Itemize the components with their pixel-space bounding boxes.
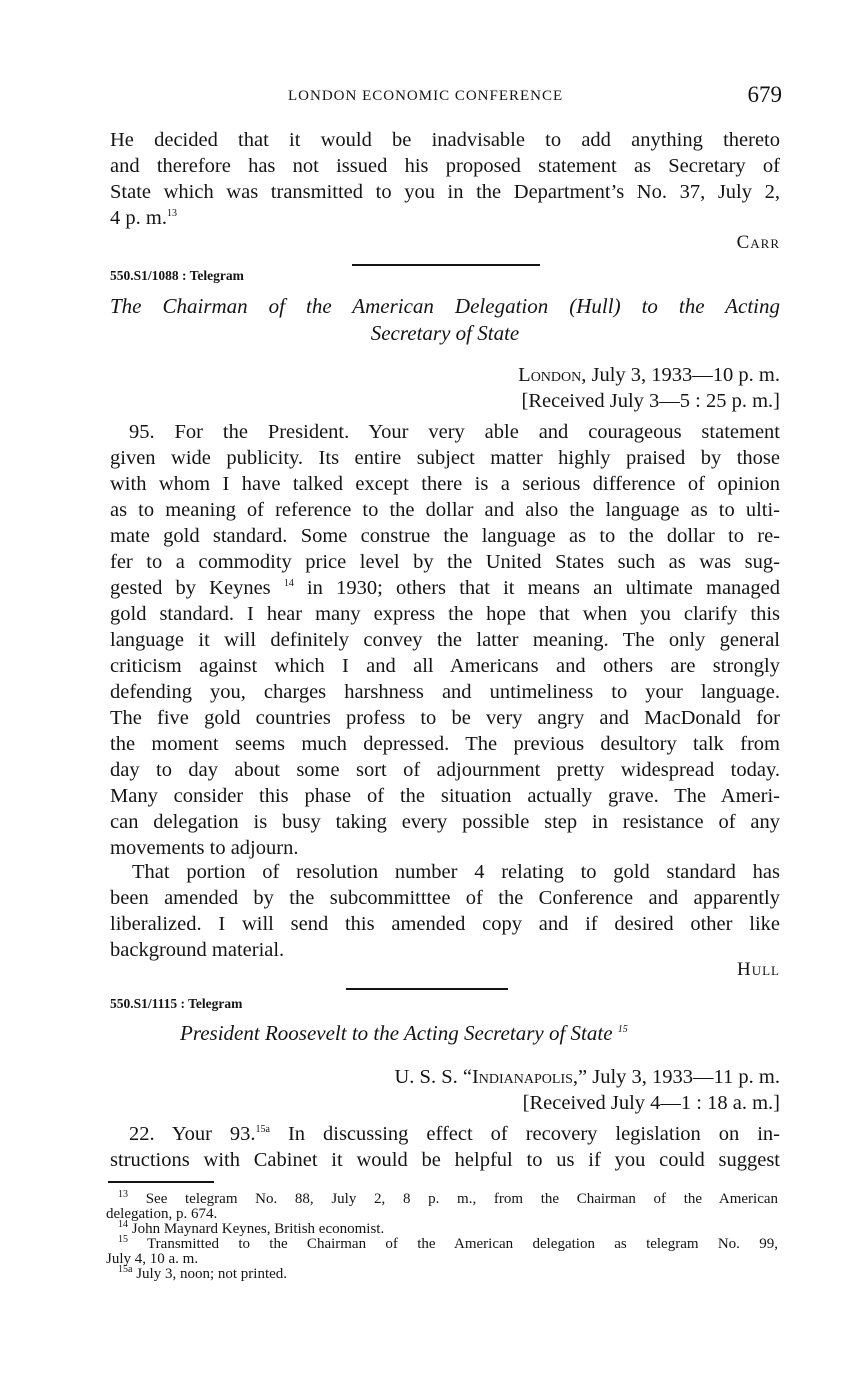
text-line: That portion of resolution number 4 relating to gold standard has (132, 861, 780, 883)
footnote-line: delegation, p. 674. (106, 1206, 218, 1222)
text-line: criticism against which I and all Americans and others are strongly (110, 655, 780, 677)
received-line: [Received July 3—5 : 25 p. m.] (521, 390, 780, 412)
telegram-paragraph-1 (110, 419, 780, 861)
footnote-ref: 13 (166, 208, 177, 220)
text-fragment: 4 p. m. (110, 207, 167, 229)
text-line: as to meaning of reference to the dollar and also the language as to ulti- (110, 499, 780, 521)
footnote-divider (108, 1181, 214, 1183)
running-header (110, 84, 782, 114)
dateline (395, 1064, 781, 1116)
place-name: London (518, 364, 582, 386)
text-line: liberalized. I will send this amended copy and if desired other like (110, 913, 780, 935)
text-line: gold standard. I hear many express the hope that when you clarify this (110, 603, 780, 625)
text-line: and therefore has not issued his proposed statement as Secretary of (110, 155, 780, 177)
text-line (110, 575, 780, 601)
header-title: LONDON ECONOMIC CONFERENCE (288, 88, 564, 104)
date-text: , July 3, 1933—10 p. m. (581, 364, 780, 386)
text-line: structions with Cabinet it would be helpful to us if you could suggest (110, 1149, 780, 1171)
text-line: State which was transmitted to you in the Department’s No. 37, July 2, (110, 181, 780, 203)
text-line: He decided that it would be inadvisable to add anything thereto (110, 129, 780, 151)
text-fragment: In discussing effect of recovery legislation on in- (287, 1123, 780, 1145)
text-line: defending you, charges harshness and untimeliness to your language. (110, 681, 780, 703)
place-prefix: U. S. S. “ (394, 1066, 472, 1088)
text-line (110, 1121, 780, 1147)
footnote-text: John Maynard Keynes, British economist. (131, 1221, 385, 1237)
signature-carr: Carr (736, 232, 780, 253)
document-title (180, 1020, 780, 1047)
page-number: 679 (747, 82, 782, 107)
title-line: Secretary of State (370, 321, 520, 345)
footnote-line (106, 1264, 778, 1282)
footnote-mark: 15a (118, 1264, 133, 1275)
section-divider (352, 264, 540, 266)
place-name: Indianapolis (471, 1066, 573, 1088)
text-line (110, 205, 780, 231)
footnote-ref: 15a (255, 1124, 270, 1136)
text-line: The five gold countries profess to be very angry and MacDonald for (110, 707, 780, 729)
footnote-line (106, 1234, 778, 1252)
text-line: fer to a commodity price level by the United States such as was sug- (110, 551, 780, 573)
document-title (110, 293, 780, 347)
text-line: mate gold standard. Some construe the language as to the dollar to re- (110, 525, 780, 547)
file-reference: 550.S1/1088 : Telegram (110, 268, 244, 283)
intro-paragraph (110, 127, 780, 231)
footnote-mark: 15 (118, 1234, 128, 1245)
text-line: 95. For the President. Your very able and courageous statement (129, 421, 780, 443)
text-line: Many consider this phase of the situation actually grave. The Ameri- (110, 785, 780, 807)
signature-hull: Hull (737, 959, 780, 980)
text-fragment: 22. Your 93. (129, 1123, 256, 1145)
date-text: ,” July 3, 1933—11 p. m. (572, 1066, 780, 1088)
footnote-ref: 15 (617, 1024, 628, 1035)
text-fragment: gested by Keynes (110, 577, 271, 599)
title-text: President Roosevelt to the Acting Secretary of State (180, 1021, 613, 1045)
footnote-text: July 3, noon; not printed. (136, 1266, 288, 1282)
footnote-text: Transmitted to the Chairman of the American delegation as telegram No. 99, (147, 1236, 778, 1252)
footnotes (106, 1189, 779, 1282)
footnote-mark: 13 (118, 1189, 128, 1200)
footnote-ref: 14 (283, 578, 294, 590)
text-line: language it will definitely convey the latter meaning. The only general (110, 629, 780, 651)
text-line: movements to adjourn. (110, 837, 299, 859)
telegram-paragraph-3 (110, 1121, 780, 1173)
text-line: given wide publicity. Its entire subject matter highly praised by those (110, 447, 780, 469)
received-line: [Received July 4—1 : 18 a. m.] (522, 1092, 780, 1114)
date-line (395, 1064, 781, 1090)
text-line: day to day about some sort of adjournment pretty widespread today. (110, 759, 780, 781)
text-line: with whom I have talked except there is a serious difference of opinion (110, 473, 780, 495)
file-reference: 550.S1/1115 : Telegram (110, 996, 243, 1011)
footnote-text: See telegram No. 88, July 2, 8 p. m., from the Chairman of the American (145, 1191, 779, 1207)
text-line: the moment seems much depressed. The previous desultory talk from (110, 733, 780, 755)
footnote-line: July 4, 10 a. m. (106, 1251, 199, 1267)
dateline (518, 362, 780, 414)
footnote-line (106, 1189, 779, 1207)
text-line: can delegation is busy taking every possible step in resistance of any (110, 811, 780, 833)
text-fragment: in 1930; others that it means an ultimate managed (306, 577, 780, 599)
title-line: The Chairman of the American Delegation (Hull) to the Acting (110, 294, 780, 318)
footnote-line (106, 1219, 778, 1237)
section-divider (346, 988, 508, 990)
footnote-mark: 14 (118, 1219, 128, 1230)
text-line: been amended by the subcommitttee of the Conference and apparently (110, 887, 780, 909)
text-line: background material. (110, 939, 285, 961)
telegram-paragraph-2 (110, 859, 780, 963)
date-line (518, 362, 780, 388)
